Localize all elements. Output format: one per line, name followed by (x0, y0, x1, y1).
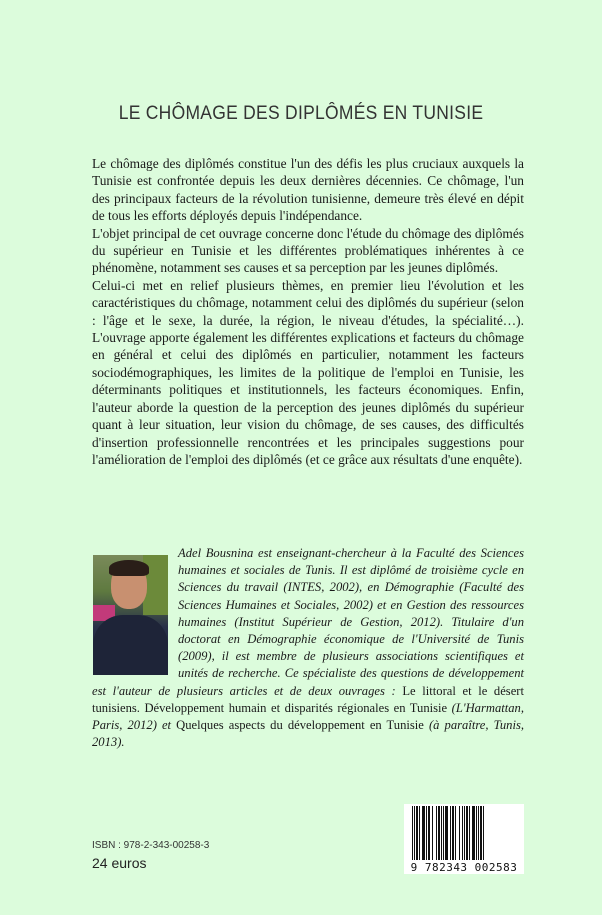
summary-paragraph: L'objet principal de cet ouvrage concerne donc l'étude du chômage des diplômés du supérieur en Tunisie et les différentes problématiques inhérentes à ce phénomène, notamment ses causes et sa perception par les jeunes diplômés. (92, 225, 524, 276)
bio-text: Adel Bousnina est enseignant-chercheur à la Faculté des Sciences humaines et sociales de Tunis. Il est diplômé de troisième cycle en Sciences du travail (INTES, 2002), en Démographie (Faculté des Sciences Humaines et Sociales, 2002) et en Gestion des ressources humaines (Institut Supérieur de Gestion, 2012). Titulaire d'un doctorat en Démographie économique de l'Université de Tunis (2009), il est membre de plusieurs associations scientifiques et unités de recherche. Ce spécialiste des questions de développement est l'auteur de plusieurs articles et de deux ouvrages : (92, 546, 524, 698)
summary-paragraph: Celui-ci met en relief plusieurs thèmes, en premier lieu l'évolution et les caractéristiques du chômage, notamment celui des diplômés du supérieur (selon : l'âge et le sexe, la durée, la région, le niveau d'études, la spécialité…). L'ouvrage apporte également les différentes explications et facteurs du chômage en général et celui des diplômés en particulier, notamment les facteurs sociodémographiques, les limites de la politique de l'emploi en Tunisie, les déterminants politiques et institutionnels, les facteurs économiques. Enfin, l'auteur aborde la question de la perception des jeunes diplômés du supérieur quant à leur situation, leur vision du chômage, de ses causes, des difficultés d'insertion professionnelle rencontrées et les principales suggestions pour l'amélioration de l'emploi des diplômés (et ce grâce aux résultats d'une enquête). (92, 277, 524, 467)
barcode-number: 9 782343 002583 (404, 861, 524, 874)
book-title-2: Quelques aspects du développement en Tunisie (176, 718, 424, 733)
isbn: ISBN : 978-2-343-00258-3 (92, 840, 210, 851)
summary-paragraph: Le chômage des diplômés constitue l'un des défis les plus cruciaux auxquels la Tunisie est confrontée depuis les deux dernières décennies. Ce chômage, l'un des principaux facteurs de la révolution tunisienne, demeure très élevé en dépit de tous les efforts déployés depuis l'indépendance. (92, 156, 524, 224)
publisher-1: (L'Harmattan, Paris, 2012) et (92, 700, 524, 733)
publisher-2: (à paraître, Tunis, 2013). (92, 718, 525, 750)
barcode (404, 804, 524, 872)
summary-text (92, 155, 524, 468)
author-bio (92, 545, 524, 751)
barcode-bar (484, 806, 485, 860)
book-title: LE CHÔMAGE DES DIPLÔMÉS EN TUNISIE (118, 103, 484, 124)
barcode-bars (412, 806, 516, 860)
price: 24 euros (92, 855, 147, 871)
book-title-1: Le littoral et le désert tunisiens. Développement humain et disparités régionales en Tunisie (92, 683, 524, 715)
